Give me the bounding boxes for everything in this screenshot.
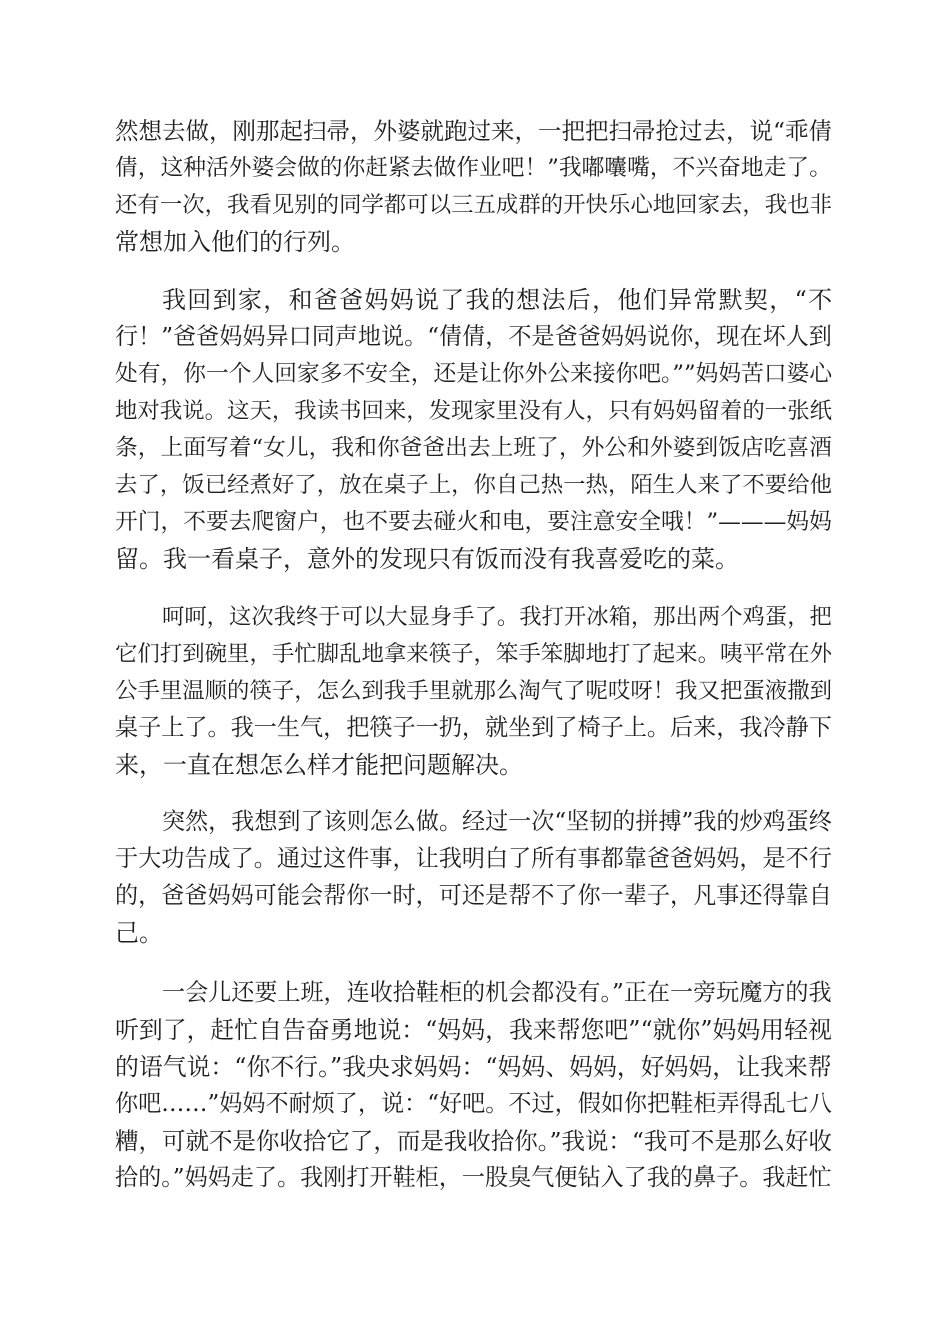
text-line: 拾的。”妈妈走了。我刚打开鞋柜，一股臭气便钻入了我的鼻子。我赶忙: [115, 1165, 832, 1191]
text-line: 然想去做，刚那起扫帚，外婆就跑过来，一把把扫帚抢过去，说“乖倩: [115, 117, 833, 145]
text-line: 呵呵，这次我终于可以大显身手了。我打开冰箱，那出两个鸡蛋，把: [162, 604, 832, 630]
text-line: 突然，我想到了该则怎么做。经过一次“坚韧的拼搏”我的炒鸡蛋终: [162, 809, 832, 835]
text-line: 处有，你一个人回家多不安全，还是让你外公来接你吧。””妈妈苦口婆心: [115, 361, 833, 387]
text-line: 条，上面写着“女儿，我和你爸爸出去上班了，外公和外婆到饭店吃喜酒: [115, 435, 832, 461]
text-line: 己。: [115, 919, 163, 947]
text-line: 桌子上了。我一生气，把筷子一扔，就坐到了椅子上。后来，我冷静下: [115, 715, 832, 741]
text-line: 的，爸爸妈妈可能会帮你一时，可还是帮不了你一辈子，凡事还得靠自: [115, 883, 832, 909]
text-line: 地对我说。这天，我读书回来，发现家里没有人，只有妈妈留着的一张纸: [115, 398, 833, 424]
text-line: 公手里温顺的筷子，怎么到我手里就那么淘气了呢哎呀！我又把蛋液撒到: [115, 678, 833, 704]
text-line: 行！”爸爸妈妈异口同声地说。“倩倩，不是爸爸妈妈说你，现在坏人到: [115, 324, 832, 350]
text-line: 听到了，赶忙自告奋勇地说：“妈妈，我来帮您吧”“就你”妈妈用轻视: [115, 1016, 832, 1044]
text-line: 糟，可就不是你收拾它了，而是我收拾你。”我说：“我可不是那么好收: [115, 1127, 832, 1155]
text-line: 来，一直在想怎么样才能把问题解决。: [115, 751, 523, 779]
text-line: 于大功告成了。通过这件事，让我明白了所有事都靠爸爸妈妈，是不行: [115, 846, 832, 872]
text-line: 我回到家，和爸爸妈妈说了我的想法后，他们异常默契，“不: [162, 286, 834, 314]
text-line: 你吧……”妈妈不耐烦了，说：“好吧。不过，假如你把鞋柜弄得乱七八: [115, 1091, 832, 1117]
text-line: 开门，不要去爬窗户，也不要去碰火和电，要注意安全哦！”———妈妈: [115, 509, 832, 535]
text-line: 一会儿还要上班，连收拾鞋柜的机会都没有。”正在一旁玩魔方的我: [162, 980, 832, 1006]
text-line: 常想加入他们的行列。: [115, 228, 355, 256]
text-line: 它们打到碗里，手忙脚乱地拿来筷子，笨手笨脚地打了起来。咦平常在外: [115, 641, 833, 667]
text-line: 留。我一看桌子，意外的发现只有饭而没有我喜爱吃的菜。: [115, 545, 739, 573]
text-line: 还有一次，我看见别的同学都可以三五成群的开快乐心地回家去，我也非: [115, 192, 833, 218]
text-line: 的语气说：“你不行。”我央求妈妈：“妈妈、妈妈，好妈妈，让我来帮: [115, 1053, 832, 1081]
text-line: 倩，这种活外婆会做的你赶紧去做作业吧！”我嘟囔嘴，不兴奋地走了。: [115, 155, 832, 181]
text-line: 去了，饭已经煮好了，放在桌子上，你自己热一热，陌生人来了不要给他: [115, 472, 833, 498]
